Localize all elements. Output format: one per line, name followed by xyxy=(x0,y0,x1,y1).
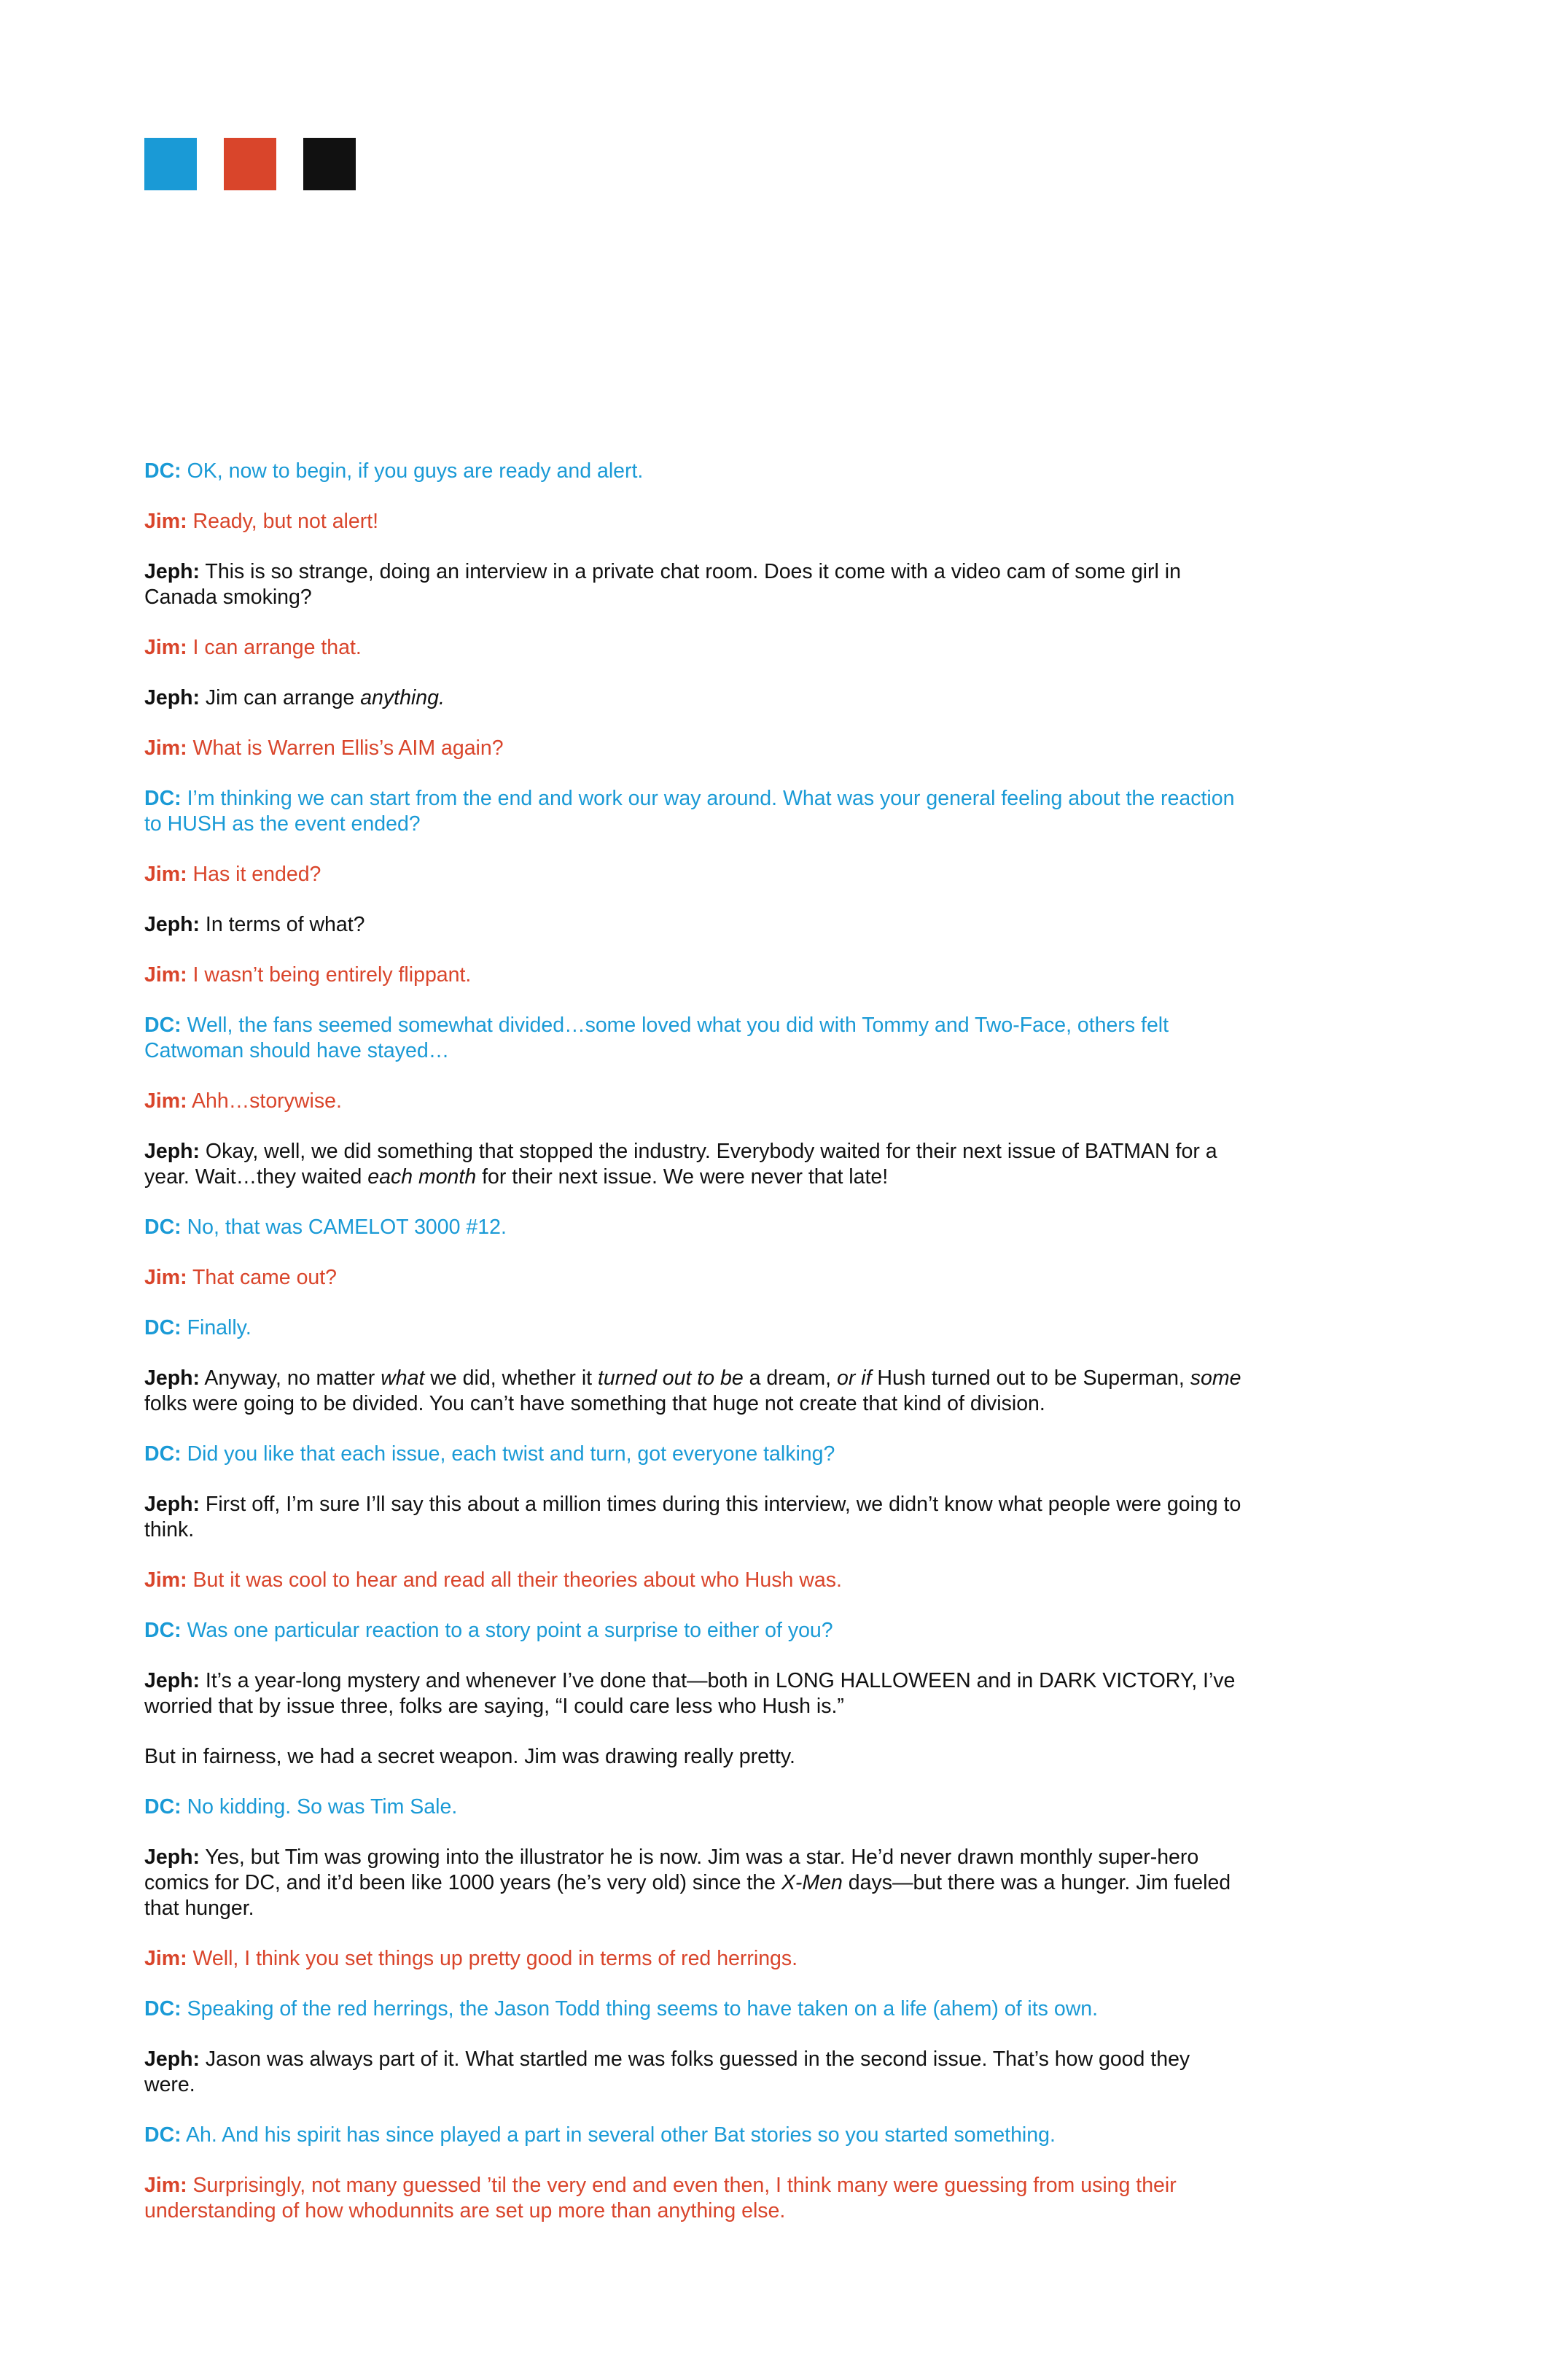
dialogue-text: we did, whether it xyxy=(424,1366,599,1390)
black-square xyxy=(303,138,356,190)
transcript-entry xyxy=(144,559,1241,610)
dialogue-text: Ah. And his spirit has since played a part in several other Bat stories so you started something. xyxy=(181,2123,1056,2147)
dialogue-text: each month xyxy=(367,1165,477,1189)
dialogue-text: What is Warren Ellis’s AIM again? xyxy=(187,736,504,760)
speaker-label: Jim: xyxy=(144,736,187,760)
dialogue-text: anything. xyxy=(360,686,445,709)
dialogue-text: No, that was CAMELOT 3000 #12. xyxy=(181,1216,507,1239)
dialogue-text: I’m thinking we can start from the end and work our way around. What was your general feeling about the reaction to HUSH as the event ended? xyxy=(144,787,1235,836)
speaker-label: Jeph: xyxy=(144,913,200,936)
dialogue-text: what xyxy=(381,1366,425,1390)
dialogue-text: Okay, well, we did something that stopped the industry. Everybody waited for their next issue of BATMAN for a year. Wait…they waited xyxy=(144,1140,1217,1189)
speaker-label: Jeph: xyxy=(144,686,200,709)
speaker-label: Jim: xyxy=(144,510,187,533)
speaker-label: Jeph: xyxy=(144,2048,200,2071)
transcript-entry xyxy=(144,2047,1241,2098)
dialogue-text: Ready, but not alert! xyxy=(187,510,379,533)
transcript-entry xyxy=(144,2123,1241,2148)
dialogue-text: Jason was always part of it. What startled me was folks guessed in the second issue. That’s how good they were. xyxy=(144,2048,1190,2096)
transcript-entry xyxy=(144,1492,1241,1543)
speaker-label: DC: xyxy=(144,1619,182,1642)
dialogue-text: First off, I’m sure I’ll say this about a million times during this interview, we didn’t know what people were going to think. xyxy=(144,1493,1241,1541)
transcript-entry xyxy=(144,1618,1241,1644)
dialogue-text: a dream, xyxy=(743,1366,837,1390)
dialogue-text: Hush turned out to be Superman, xyxy=(871,1366,1190,1390)
dialogue-text: Speaking of the red herrings, the Jason Todd thing seems to have taken on a life (ahem) of its own. xyxy=(181,1997,1099,2021)
transcript-entry xyxy=(144,459,1241,484)
speaker-label: DC: xyxy=(144,459,182,483)
transcript-entry xyxy=(144,1794,1241,1820)
color-squares xyxy=(144,138,356,190)
speaker-label: DC: xyxy=(144,2123,182,2147)
dialogue-text: Yes, but Tim was growing into the illustrator he is now. Jim was a star. He’d never drawn monthly super-hero comics for DC, and it’d been like 1000 years (he’s very old) since the xyxy=(144,1846,1199,1894)
dialogue-text: Anyway, no matter xyxy=(200,1366,381,1390)
speaker-label: DC: xyxy=(144,1014,182,1037)
transcript-entry xyxy=(144,1315,1241,1341)
dialogue-text: Ahh…storywise. xyxy=(187,1089,342,1113)
transcript-entry xyxy=(144,1568,1241,1593)
dialogue-text: But it was cool to hear and read all their theories about who Hush was. xyxy=(187,1568,842,1592)
speaker-label: Jeph: xyxy=(144,1493,200,1516)
dialogue-text: Finally. xyxy=(181,1316,252,1339)
dialogue-text: I can arrange that. xyxy=(187,636,362,659)
dialogue-text: days—but there was a hunger. Jim fueled that hunger. xyxy=(144,1871,1231,1920)
speaker-label: Jim: xyxy=(144,1568,187,1592)
transcript-entry xyxy=(144,786,1241,837)
speaker-label: Jeph: xyxy=(144,1366,200,1390)
dialogue-text: Well, I think you set things up pretty good in terms of red herrings. xyxy=(187,1947,798,1970)
transcript-entry xyxy=(144,2173,1241,2224)
dialogue-text: Jim can arrange xyxy=(200,686,361,709)
speaker-label: Jeph: xyxy=(144,560,200,583)
dialogue-text: for their next issue. We were never that late! xyxy=(476,1165,889,1189)
speaker-label: Jim: xyxy=(144,1947,187,1970)
transcript-entry xyxy=(144,1013,1241,1064)
dialogue-text: This is so strange, doing an interview in a private chat room. Does it come with a video cam of some girl in Canada smoking? xyxy=(144,560,1181,609)
speaker-label: DC: xyxy=(144,1795,182,1819)
transcript-entry xyxy=(144,912,1241,938)
speaker-label: Jim: xyxy=(144,636,187,659)
speaker-label: DC: xyxy=(144,1216,182,1239)
transcript-entry xyxy=(144,1265,1241,1291)
speaker-label: Jeph: xyxy=(144,1140,200,1163)
transcript-entry xyxy=(144,635,1241,661)
transcript-entry xyxy=(144,1089,1241,1114)
dialogue-text: That came out? xyxy=(187,1266,338,1289)
speaker-label: Jim: xyxy=(144,1089,187,1113)
speaker-label: Jeph: xyxy=(144,1669,200,1692)
dialogue-text: But in fairness, we had a secret weapon. Jim was drawing really pretty. xyxy=(144,1745,795,1768)
dialogue-text: folks were going to be divided. You can’t have something that huge not create that kind of division. xyxy=(144,1392,1045,1415)
dialogue-text: Was one particular reaction to a story point a surprise to either of you? xyxy=(181,1619,833,1642)
speaker-label: Jim: xyxy=(144,1266,187,1289)
transcript-entry xyxy=(144,1845,1241,1921)
transcript-entry xyxy=(144,1668,1241,1719)
transcript-entry xyxy=(144,1744,1241,1770)
dialogue-text: X-Men xyxy=(781,1871,843,1894)
dialogue-text: I wasn’t being entirely flippant. xyxy=(187,963,472,987)
transcript-entry xyxy=(144,1366,1241,1417)
transcript-entry xyxy=(144,1996,1241,2022)
dialogue-text: In terms of what? xyxy=(200,913,365,936)
dialogue-text: Did you like that each issue, each twist and turn, got everyone talking? xyxy=(181,1442,835,1466)
dialogue-text: Well, the fans seemed somewhat divided…some loved what you did with Tommy and Two-Face, others felt Catwoman should have stayed… xyxy=(144,1014,1169,1062)
speaker-label: DC: xyxy=(144,1316,182,1339)
dialogue-text: or if xyxy=(836,1366,872,1390)
transcript-entry xyxy=(144,509,1241,534)
transcript-entry xyxy=(144,862,1241,887)
transcript-entry xyxy=(144,1139,1241,1190)
speaker-label: DC: xyxy=(144,787,182,810)
transcript-entry xyxy=(144,1442,1241,1467)
red-square xyxy=(224,138,276,190)
speaker-label: DC: xyxy=(144,1997,182,2021)
transcript-entry xyxy=(144,685,1241,711)
dialogue-text: some xyxy=(1190,1366,1241,1390)
dialogue-text: turned out to be xyxy=(598,1366,744,1390)
interview-transcript xyxy=(144,459,1241,2249)
transcript-entry xyxy=(144,1215,1241,1240)
speaker-label: Jim: xyxy=(144,963,187,987)
dialogue-text: OK, now to begin, if you guys are ready and alert. xyxy=(181,459,644,483)
speaker-label: Jeph: xyxy=(144,1846,200,1869)
blue-square xyxy=(144,138,197,190)
dialogue-text: Has it ended? xyxy=(187,863,321,886)
transcript-entry xyxy=(144,736,1241,761)
dialogue-text: No kidding. So was Tim Sale. xyxy=(181,1795,458,1819)
dialogue-text: Surprisingly, not many guessed ’til the very end and even then, I think many were guessing from using their understanding of how whodunnits are set up more than anything else. xyxy=(144,2174,1177,2222)
dialogue-text: It’s a year-long mystery and whenever I’ve done that—both in LONG HALLOWEEN and in DARK VICTORY, I’ve worried that by issue three, folks are saying, “I could care less who Hush is.” xyxy=(144,1669,1236,1718)
speaker-label: Jim: xyxy=(144,863,187,886)
speaker-label: DC: xyxy=(144,1442,182,1466)
transcript-entry xyxy=(144,1946,1241,1972)
transcript-entry xyxy=(144,962,1241,988)
speaker-label: Jim: xyxy=(144,2174,187,2197)
